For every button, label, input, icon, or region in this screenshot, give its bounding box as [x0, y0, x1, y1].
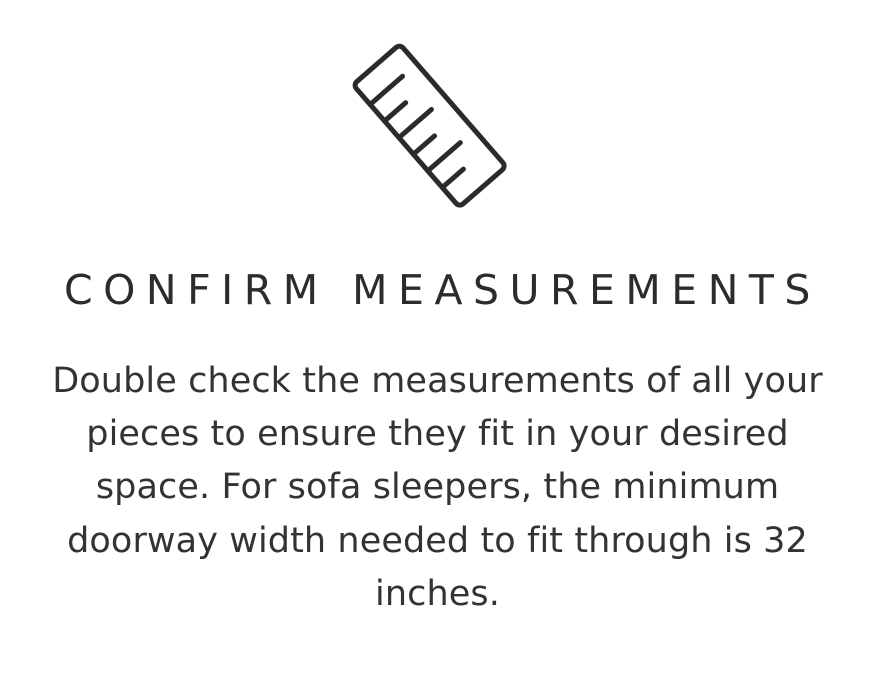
- icon-container: [308, 22, 568, 212]
- page-title: CONFIRM MEASUREMENTS: [64, 266, 821, 314]
- ruler-icon: [338, 25, 538, 210]
- description-text: Double check the measurements of all your pieces to ensure they fit in your desired space. For sofa sleepers, the minimum doorway width needed to fit through is 32 inches.: [52, 361, 823, 614]
